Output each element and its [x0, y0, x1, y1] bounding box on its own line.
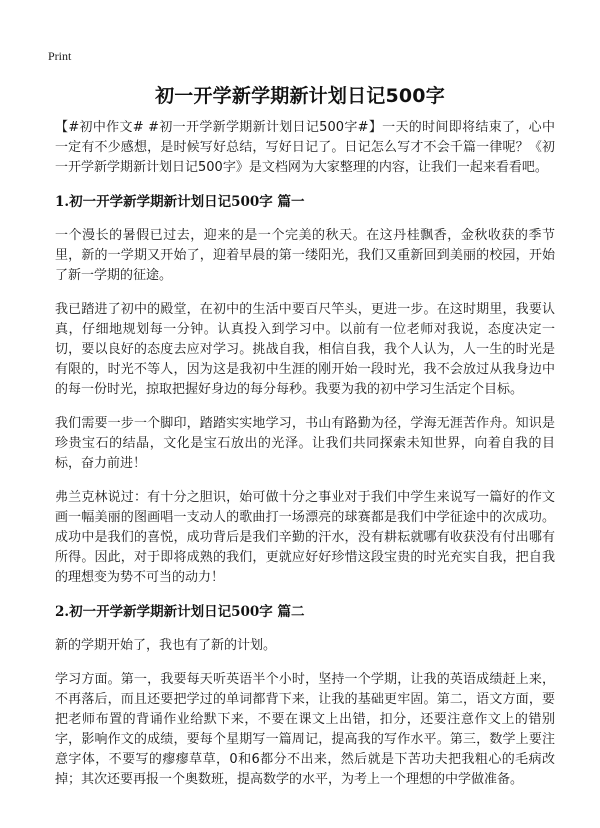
- print-link[interactable]: Print: [48, 49, 72, 63]
- page-title: 初一开学新学期新计划日记500字: [155, 85, 445, 107]
- article-body: [55, 118, 555, 804]
- section-2-paragraph-1: 新的学期开始了，我也有了新的计划。: [55, 638, 277, 653]
- section-1-paragraph-2: 我已踏进了初中的殿堂，在初中的生活中要百尺竿头，更进一步。在这时期里，我要认真，仔细地规划每一分钟。认真投入到学习中。以前有一位老师对我说，态度决定一切，要以良好的态度去应对学习。挑战自我，相信自我，我个人认为，人一生的时光是有限的，时光不等人，因为这是我初中生涯的刚开始一段时光，我不会放过从我身边中的每一份时光，掠取把握好身边的每分每秒。我要为我的初中学习生活定个目标。: [55, 302, 555, 397]
- intro-paragraph: 【#初中作文# #初一开学新学期新计划日记500字#】一天的时间即将结束了，心中一定有不少感想，是时候写好总结，写好日记了。日记怎么写才不会千篇一律呢？《初一开学新学期新计划日记500字》是文档网为大家整理的内容，让我们一起来看看吧。: [55, 120, 555, 175]
- section-1-paragraph-3: 我们需要一步一个脚印，踏踏实实地学习，书山有路勤为径，学海无涯苦作舟。知识是珍贵宝石的结晶，文化是宝石放出的光泽。让我们共同探索未知世界，向着自我的目标，奋力前进！: [55, 416, 555, 471]
- section-heading-1: 1.初一开学新学期新计划日记500字 篇一: [55, 194, 305, 210]
- section-2-paragraph-2: 学习方面。第一，我要每天听英语半个小时，坚持一个学期，让我的英语成绩赶上来，不再落后，而且还要把学过的单词都背下来，让我的基础更牢固。第二，语文方面，要把老师布置的背诵作业给默下来，不要在课文上出错，扣分，还要注意作文上的错别字，影响作文的成绩，要每个星期写一篇周记，提高我的写作水平。第三，数学上要注意字体，不要写的瘳瘳草草，0和6都分不出来，然后就是下苦功夫把我粗心的毛病改掉；其次还要再报一个奥数班，提高数学的水平，为考上一个理想的中学做准备。: [55, 672, 555, 787]
- section-1-paragraph-1: 一个漫长的暑假已过去，迎来的是一个完美的秋天。在这丹桂飘香，金秋收获的季节里，新的一学期又开始了，迎着早晨的第一缕阳光，我们又重新回到美丽的校园，开始了新一学期的征途。: [55, 228, 555, 283]
- section-heading-2: 2.初一开学新学期新计划日记500字 篇二: [55, 604, 305, 620]
- section-1-paragraph-4: 弗兰克林说过：有十分之胆识，始可做十分之事业对于我们中学生来说写一篇好的作文画一幅美丽的图画唱一支动人的歌曲打一场漂亮的球赛都是我们中学征途中的次成功。成功中是我们的喜悦，成功背后是我们辛勤的汗水，没有耕耘就哪有收获没有付出哪有所得。因此，对于即将成熟的我们，更就应好好珍惜这段宝贵的时光充实自我，把自我的理想变为势不可当的动力！: [55, 490, 555, 585]
